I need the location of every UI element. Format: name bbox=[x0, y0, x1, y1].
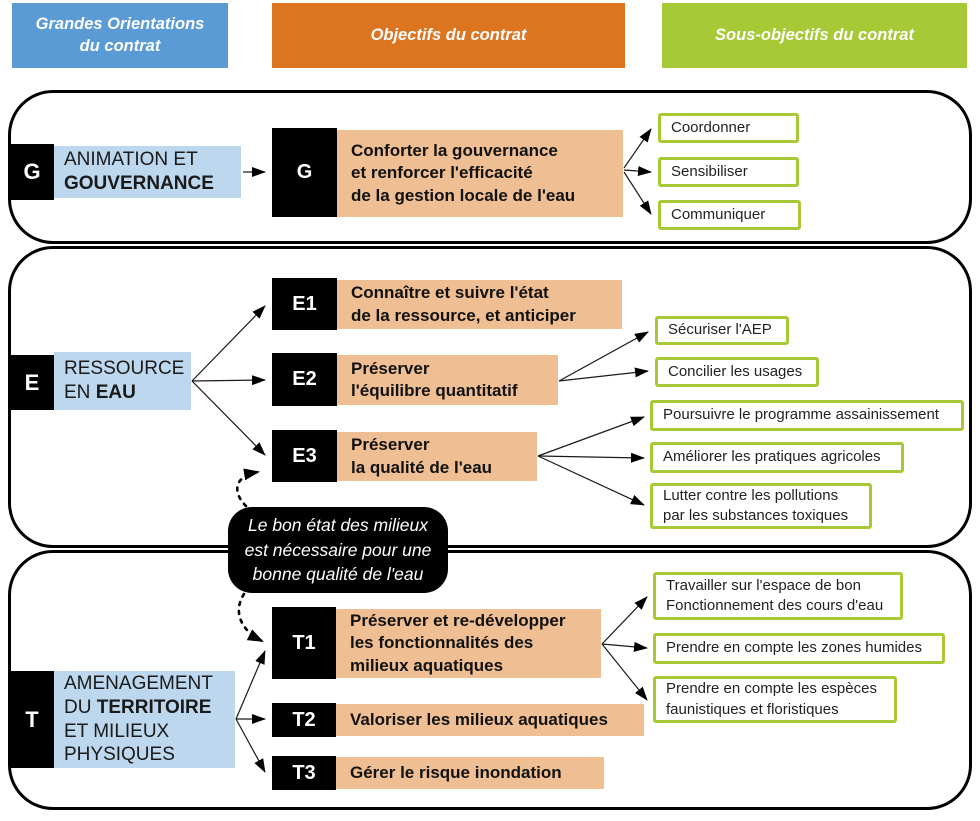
orientation-line-bold: TERRITOIRE bbox=[96, 696, 212, 718]
objective-line: milieux aquatiques bbox=[350, 655, 504, 675]
orientation-letter-t-text: T bbox=[25, 706, 39, 732]
header-objectifs-text: Objectifs du contrat bbox=[370, 25, 527, 44]
objective-box-e2 bbox=[337, 355, 558, 405]
objective-box-e3 bbox=[337, 432, 537, 481]
objective-line: Gérer le risque inondation bbox=[350, 762, 562, 782]
header-line: du contrat bbox=[79, 36, 161, 55]
subobjective-espace-bon-fonctionnement bbox=[653, 572, 903, 620]
objective-box-e1 bbox=[337, 280, 622, 329]
orientation-box-gouvernance bbox=[54, 146, 241, 198]
objective-line: de la ressource, et anticiper bbox=[351, 305, 576, 325]
header-grandes-orientations-text bbox=[36, 14, 205, 57]
subobjective-text: Communiquer bbox=[671, 205, 766, 223]
subobjective-text: Prendre en compte les zones humides bbox=[666, 639, 922, 657]
subobjective-text: Travailler sur l'espace de bon bbox=[666, 576, 861, 594]
header-grandes-orientations bbox=[12, 3, 228, 68]
subobjective-sensibiliser bbox=[658, 157, 799, 187]
subobjective-text: Sensibiliser bbox=[671, 162, 748, 180]
orientation-box-amenagement bbox=[54, 671, 235, 768]
orientation-line: RESSOURCE bbox=[64, 358, 185, 380]
objective-code-t1 bbox=[272, 607, 336, 679]
header-sous-objectifs-text: Sous-objectifs du contrat bbox=[715, 25, 914, 44]
orientation-box-ressource-eau bbox=[54, 352, 191, 410]
objective-code-g-text: G bbox=[296, 161, 313, 183]
orientation-line: ANIMATION ET bbox=[64, 149, 198, 171]
objective-box-t2 bbox=[336, 704, 644, 736]
objective-code-e3-text: E3 bbox=[292, 444, 317, 467]
objective-line: de la gestion locale de l'eau bbox=[351, 185, 576, 205]
objective-code-t2-text: T2 bbox=[292, 708, 316, 731]
objective-line: Valoriser les milieux aquatiques bbox=[350, 709, 608, 729]
objective-code-e1 bbox=[272, 278, 337, 330]
objective-box-g bbox=[337, 130, 623, 217]
orientation-line-prefix: EN bbox=[64, 382, 96, 403]
orientation-line-bold: EAU bbox=[95, 382, 136, 403]
subobjective-especes-faunistiques bbox=[653, 676, 897, 723]
orientation-line: ET MILIEUX bbox=[64, 720, 170, 742]
orientation-letter-g bbox=[10, 144, 54, 200]
orientation-letter-e bbox=[10, 355, 54, 410]
subobjective-pratiques-agricoles bbox=[650, 442, 904, 473]
orientation-line-prefix: DU bbox=[64, 696, 97, 718]
subobjective-text: Poursuivre le programme assainissement bbox=[663, 406, 939, 424]
note-line: bonne qualité de l'eau bbox=[252, 564, 424, 585]
objective-code-t3-text: T3 bbox=[292, 761, 316, 784]
objective-code-t3 bbox=[272, 756, 336, 790]
subobjective-text: Coordonner bbox=[671, 118, 751, 136]
subobjective-text: Prendre en compte les espèces bbox=[666, 680, 877, 698]
orientation-letter-e-text: E bbox=[24, 369, 40, 395]
subobjective-zones-humides bbox=[653, 633, 945, 664]
objective-code-t2 bbox=[272, 703, 336, 737]
orientation-letter-g-text: G bbox=[23, 159, 41, 184]
orientation-line-bold: GOUVERNANCE bbox=[64, 173, 214, 194]
objective-line: les fonctionnalités des bbox=[350, 633, 534, 653]
objective-line: Préserver bbox=[351, 435, 430, 455]
objective-code-t1-text: T1 bbox=[292, 631, 316, 654]
subobjective-pollutions-toxiques bbox=[650, 483, 872, 529]
header-sous-objectifs bbox=[662, 3, 967, 68]
header-line: Grandes Orientations bbox=[35, 15, 205, 34]
objective-code-e1-text: E1 bbox=[292, 292, 317, 315]
objective-code-e3 bbox=[272, 430, 337, 482]
objective-line: Préserver et re-développer bbox=[350, 611, 566, 631]
objective-box-t1 bbox=[336, 609, 601, 678]
subobjective-text: Lutter contre les pollutions bbox=[663, 486, 839, 504]
subobjective-text: Fonctionnement des cours d'eau bbox=[666, 597, 884, 614]
objective-line: Conforter la gouvernance bbox=[351, 141, 558, 161]
objective-line: Préserver bbox=[351, 358, 430, 378]
objective-code-g bbox=[272, 128, 337, 217]
subobjective-text: faunistiques et floristiques bbox=[666, 700, 839, 718]
note-bubble bbox=[228, 507, 448, 593]
note-line: est nécessaire pour une bbox=[244, 539, 432, 560]
objective-box-t3 bbox=[336, 757, 604, 789]
subobjective-coordonner bbox=[658, 113, 799, 143]
subobjective-text: Sécuriser l'AEP bbox=[668, 321, 772, 339]
objective-line: et renforcer l'efficacité bbox=[351, 163, 533, 183]
subobjective-text: par les substances toxiques bbox=[663, 507, 849, 524]
subobjective-securiser-aep bbox=[655, 316, 789, 345]
orientation-line: PHYSIQUES bbox=[64, 744, 175, 766]
orientation-line: AMENAGEMENT bbox=[64, 673, 213, 695]
objective-code-e2 bbox=[272, 353, 337, 406]
subobjective-text: Concilier les usages bbox=[668, 362, 803, 380]
objective-line: Connaître et suivre l'état bbox=[351, 283, 549, 303]
note-line: Le bon état des milieux bbox=[248, 515, 428, 536]
header-objectifs bbox=[272, 3, 625, 68]
orientation-letter-t bbox=[10, 671, 54, 768]
subobjective-communiquer bbox=[658, 200, 801, 230]
objective-line: la qualité de l'eau bbox=[351, 457, 493, 477]
objective-code-e2-text: E2 bbox=[292, 368, 317, 390]
objective-line: l'équilibre quantitatif bbox=[351, 381, 518, 400]
subobjective-concilier-usages bbox=[655, 357, 819, 387]
subobjective-programme-assainissement bbox=[650, 400, 964, 431]
subobjective-text: Améliorer les pratiques agricoles bbox=[663, 448, 881, 466]
